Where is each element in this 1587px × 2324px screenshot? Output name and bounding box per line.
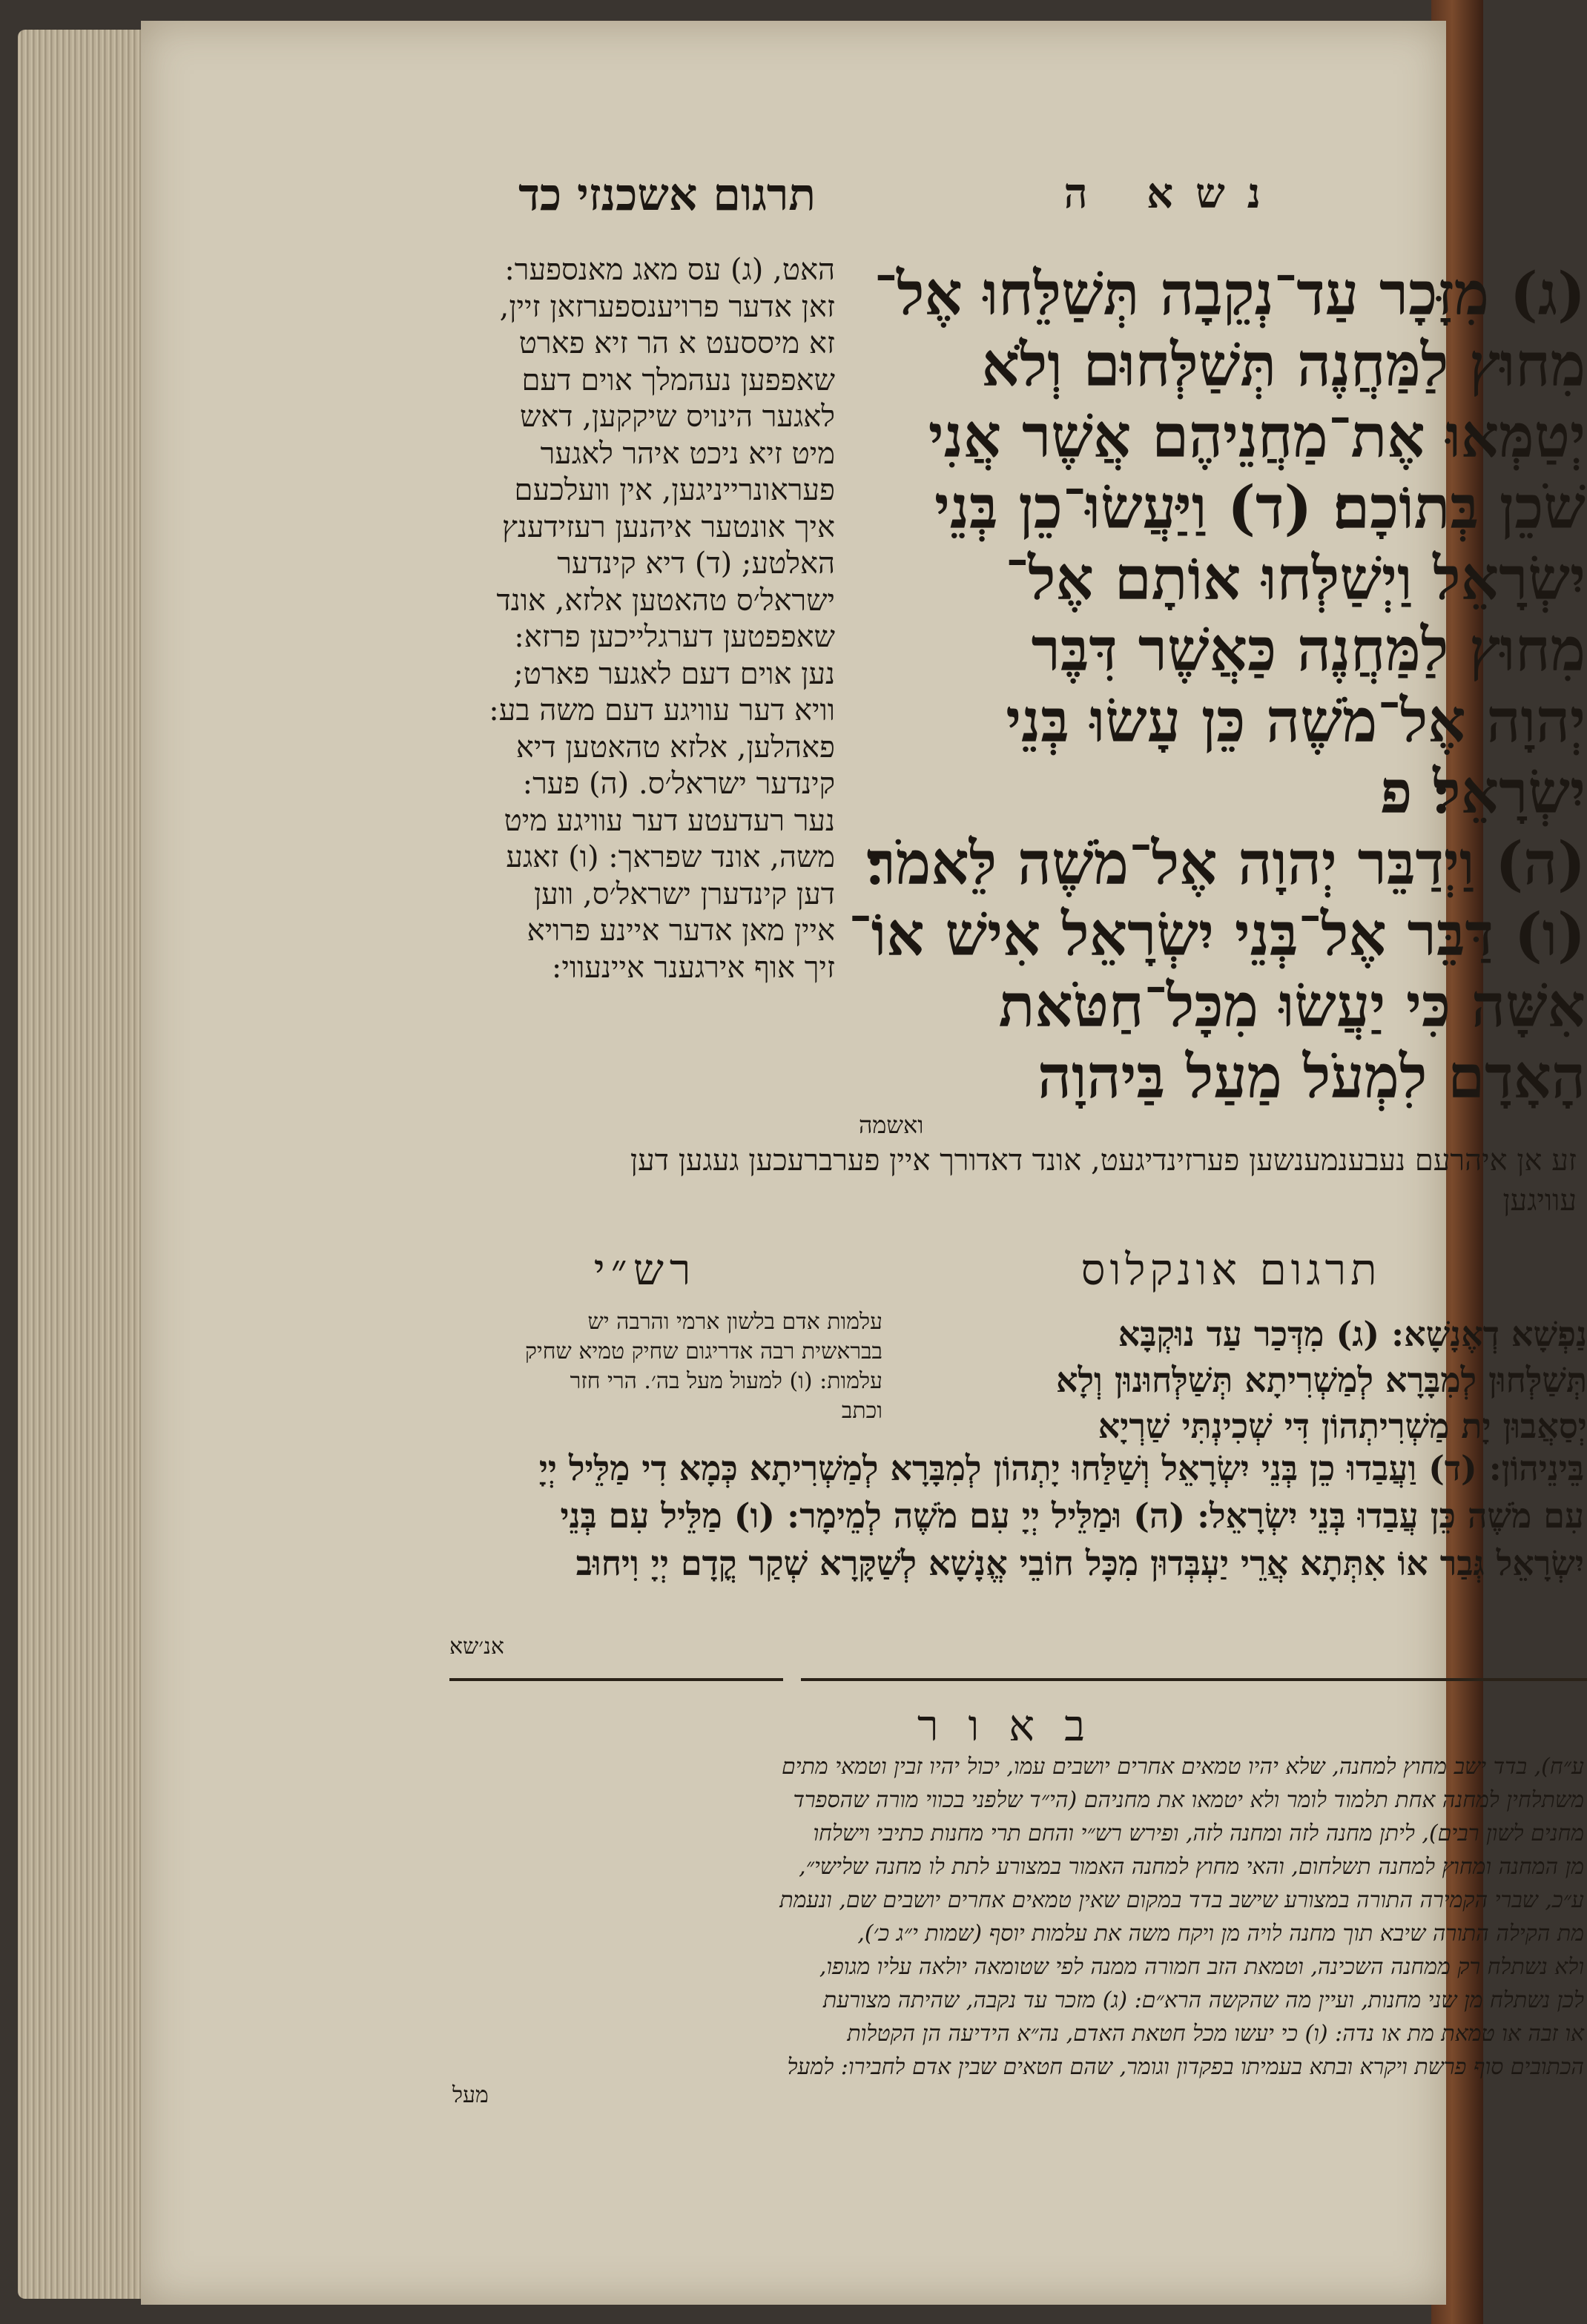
yiddish-line: פעראונרייניגען, אין וועלכעם (514, 473, 835, 507)
biur-line: משתלחין למחנה אחת תלמוד לומר ולא יטמאו את מחניהם (הי״ד שלפני בכווי מורה שהספרד (793, 1787, 1584, 1813)
yiddish-line: האט, (ג) עס מאג מאנספער: (504, 253, 835, 287)
biur-line: ולא נשתלח רק ממחנה השכינה, וטמאת הזב חמורה ממנה לפי שטומאה יולאה עליו מגופו, (819, 1954, 1584, 1980)
yiddish-line: איך אונטער איהנען רעזידענץ (502, 509, 835, 544)
biur-line: מחנים לשון רבים), ליתן מחנה לזה ומחנה לזה, ופירש רש״י והחם תרי מחנות כתיבי וישלחו (813, 1820, 1584, 1846)
rashi-line: עלמות: (ו) למעול מעל בה׳. הרי חזר (570, 1368, 882, 1394)
hebrew-line: הָאָדָם לִמְעֹל מַעַל בַּיהוָה (1037, 1042, 1586, 1112)
biur-heading: באור (917, 1700, 1115, 1751)
book-fore-edge (18, 30, 144, 2299)
rashi-line: וכתב (841, 1398, 882, 1424)
hebrew-line: שֹׁכֵן בְּתוֹכָם׃ (ד) וַיַּעֲשׂוּ־כֵן בְּנֵי (934, 472, 1586, 542)
biur-commentary (449, 1750, 1584, 2084)
hebrew-line: יְהוָה אֶל־מֹשֶׁה כֵּן עָשׂוּ בְּנֵי (1006, 686, 1586, 756)
hebrew-text-column (848, 258, 1586, 1112)
yiddish-line: קינדער ישראל׳ס. (ה) פער: (522, 767, 835, 801)
yiddish-line: נער רעדעטע דער עוויגע מיט (504, 803, 835, 838)
yiddish-line: שאפפטען דערגלייכען פרזא: (514, 620, 835, 654)
yiddish-line: האלטע; (ד) דיא קינדער (557, 547, 835, 581)
biur-line: לכן נשתלח מן שני מחנות, ועיין מה שהקשה הרא״ם: (ג) מזכר עד נקבה, שהיתה מצורעת (822, 1987, 1584, 2013)
yiddish-line: זאן אדער פרויענספערזאן זיין, (499, 289, 835, 324)
yiddish-line: פאהלען, אלזא טהאטען דיא (515, 730, 835, 765)
biur-line: הכתובים סוף פרשת ויקרא ובתא בעמיתו בפקדון וגומר, שהם חטאים שבין אדם לחבירו: למעל (787, 2054, 1584, 2080)
hebrew-running-head: נשא ה (1063, 169, 1283, 218)
hebrew-line: (ו) דַּבֵּר אֶל־בְּנֵי יִשְׂרָאֵל אִישׁ אוֹ־ (848, 899, 1586, 969)
biur-line: או זבה או טמאת מת או נדה: (ו) כי יעשו מכל חטאת האדם, נה״א הידיעה הן הקטלות (847, 2021, 1584, 2047)
hebrew-line: יִשְׂרָאֵל וַיְשַׁלְּחוּ אוֹתָם אֶל־ (1005, 544, 1586, 613)
rashi-line: בבראשית רבה אדריגום שחיק טמיא שחיק (524, 1338, 882, 1364)
biur-catchword: מעל (452, 2082, 489, 2108)
hebrew-line: אִשָּׁה כִּי יַעֲשׂוּ מִכָּל־חַטֹּאת (998, 971, 1586, 1040)
yiddish-line: מיט זיא ניכט איהר לאגער (540, 436, 835, 471)
onkelos-column (897, 1311, 1587, 1449)
yiddish-line: וויא דער עוויגע דעם משה בע: (489, 693, 835, 727)
rashi-line: עלמות אדם בלשון ארמי והרבה יש (587, 1309, 882, 1335)
hebrew-line: מִחוּץ לַמַּחֲנֶה תְּשַׁלְּחוּם וְלֹא (981, 330, 1586, 400)
yiddish-line: נען אוים דעם לאגער פארט; (513, 656, 835, 691)
yiddish-line: לאגער הינויס שיקקען, דאש (519, 400, 835, 434)
hebrew-line: יְטַמְּאוּ אֶת־מַחֲנֵיהֶם אֲשֶׁר אֲנִי (928, 401, 1586, 471)
yiddish-translation-column (449, 252, 835, 986)
onkelos-heading: תרגום אונקלוס (1080, 1244, 1382, 1295)
divider-rule-right (801, 1678, 1587, 1681)
yiddish-line: שאפפען נעהמלך אוים דעם (521, 363, 835, 397)
book-page (141, 21, 1587, 2305)
rashi-heading: רש״י (593, 1244, 697, 1295)
onkelos-line: בֵּינֵיהוֹן: (ד) וַעֲבַדוּ כֵן בְּנֵי יִשְׂרָאֵל וְשַׁלַּחוּ יָתְהוֹן לְמִבָּרָא לְמַשְׁרִיתָא כְּמָא דִי מַלֵּיל יְיָ (538, 1448, 1584, 1488)
hebrew-catchword: ואשמה (859, 1111, 924, 1139)
onkelos-catchword: אנ׳שא (449, 1634, 504, 1660)
rashi-column (452, 1307, 882, 1426)
targum-running-head: תרגום אשכנזי כד (518, 169, 816, 221)
biur-line: ע״כ, שברי הקמירה התורה במצורע שישב בדד במקום שאין טמאים אחרים יושבים שם, ונעמת (779, 1887, 1584, 1913)
onkelos-line: תְּשַׁלְּחוּן לְמִבָּרָא לְמַשְׁרִיתָא תְּשַׁלְּחוּנוּן וְלָא (1055, 1360, 1587, 1400)
biur-line: ע״ח), בדד ישב מחוץ למחנה, שלא יהיו טמאים אחרים יושבים עמו, יכול יהיו זבין וטמאי מתים (782, 1754, 1584, 1780)
yiddish-line: זע אן איהרעם נעבענמענשען פערזינדיגעט, אונד דאדורך איין פערברעכען געגען דען (630, 1143, 1577, 1178)
yiddish-line: דען קינדערן ישראל׳ס, ווען (533, 877, 835, 911)
biur-line: מן המחנה ומחוץ למחנה תשלחום, והאי מחוץ למחנה האמור במצורע לתת לו מחנה שלישי״, (799, 1854, 1584, 1880)
onkelos-line: יִשְׂרָאֵל גְּבַר אוֹ אִתְּתָא אֲרֵי יַעְבְּדוּן מִכָּל חוֹבֵי אֱנָשָׁא לְשַׁקָּרָא שְׁקַר קֳדָם יְיָ וִיחוּב (575, 1543, 1584, 1583)
yiddish-line: ישראל׳ס טהאטען אלזא, אונד (496, 583, 835, 618)
onkelos-full-width (449, 1445, 1584, 1587)
hebrew-line: (ג) מִזָּכָר עַד־נְקֵבָה תְּשַׁלֵּחוּ אֶל־ (874, 259, 1586, 329)
yiddish-line: זיך אוף אירגענר איינעווי: (551, 950, 835, 985)
yiddish-full-width-continuation (449, 1140, 1577, 1221)
yiddish-line: זא מיססעט א הר זיא פארט (518, 326, 835, 360)
hebrew-line: (ה) וַיְדַבֵּר יְהוָה אֶל־מֹשֶׁה לֵּאמֹר׃ (866, 828, 1586, 898)
divider-rule-left (449, 1678, 783, 1681)
hebrew-line: יִשְׂרָאֵל׃ פ (1379, 757, 1586, 827)
hebrew-line: מִחוּץ לַמַּחֲנֶה כַּאֲשֶׁר דִּבֶּר (1031, 615, 1586, 684)
yiddish-line: משה, אונד שפראך: (ו) זאגע (506, 840, 835, 874)
onkelos-line: יְסַאֲבוּן יָת מַשְׁרִיתְהוֹן דִּי שְׁכִינְתִּי שַׁרְיָא (1098, 1406, 1587, 1446)
onkelos-line: עִם מֹשֶׁה כֵּן עֲבַדוּ בְּנֵי יִשְׂרָאֵל: (ה) וּמַלֵּיל יְיָ עִם מֹשֶׁה לְמֵימָר: (ו) מַלֵּיל עִם בְּנֵי (560, 1496, 1584, 1536)
yiddish-line: עוויגען (1502, 1184, 1577, 1218)
yiddish-line: איין מאן אדער איינע פרויא (527, 914, 835, 948)
biur-line: מת הקילה התורה שיבא תוך מחנה לויה מן ויקח משה את עלמות יוסף (שמות י״ג כ׳), (857, 1921, 1584, 1947)
onkelos-line: נַפְשָׁא דְאֶנָשָׁא: (ג) מִדְּכַר עַד נוּקְבָּא (1118, 1314, 1587, 1354)
